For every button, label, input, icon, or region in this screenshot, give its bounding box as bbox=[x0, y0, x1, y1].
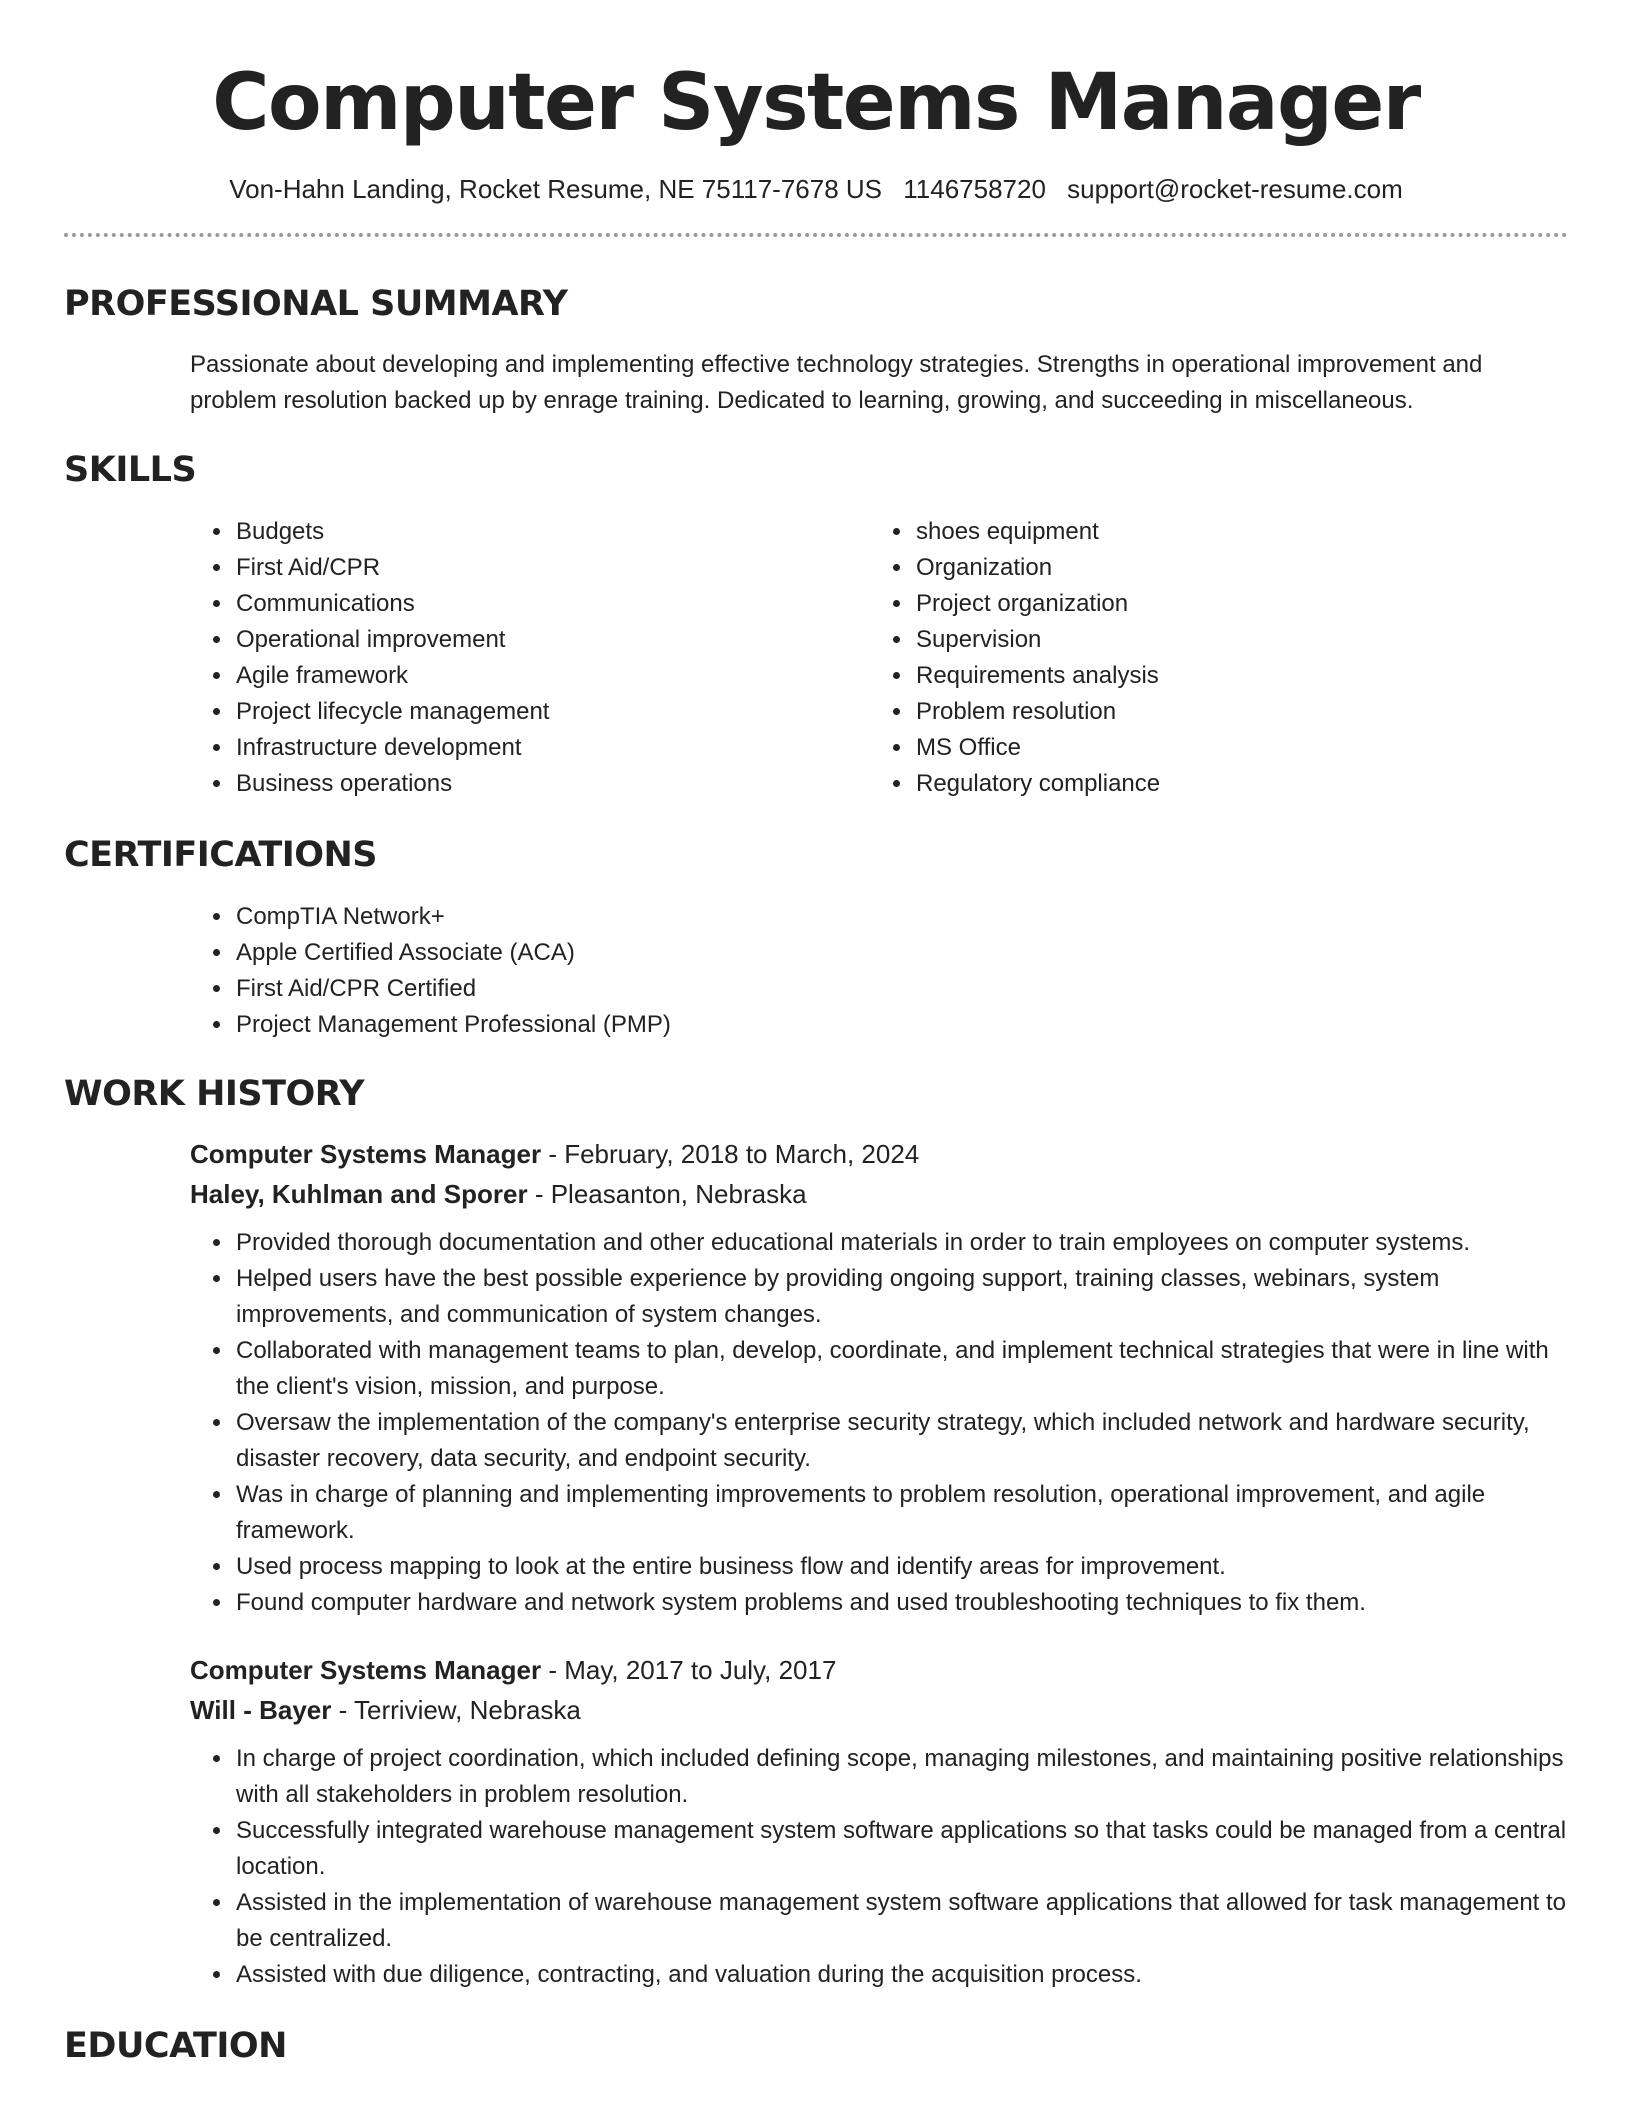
work-history-title: WORK HISTORY bbox=[64, 1074, 365, 1114]
job-bullet: • Was in charge of planning and implementing improvements to problem resolution, operational improvement, and agile framework. bbox=[234, 1477, 1568, 1549]
job-bullet: • Found computer hardware and network system problems and used troubleshooting techniques to fix them. bbox=[234, 1585, 1568, 1621]
job-bullets bbox=[64, 1741, 1568, 1993]
job-role: Computer Systems Manager bbox=[190, 1139, 542, 1169]
job-dates: - May, 2017 to July, 2017 bbox=[541, 1655, 837, 1685]
job-bullet: • Assisted in the implementation of warehouse management system software applications that allowed for task management to be centralized. bbox=[234, 1885, 1568, 1957]
job-role-line bbox=[190, 1134, 1568, 1174]
job-bullet: • Provided thorough documentation and other educational materials in order to train employees on computer systems. bbox=[234, 1225, 1568, 1261]
skills-left-column bbox=[64, 514, 744, 802]
certification-item: • Project Management Professional (PMP) bbox=[234, 1007, 1568, 1043]
skill-item: • Budgets bbox=[234, 514, 744, 550]
summary-text: Passionate about developing and implementing effective technology strategies. Strengths in operational improvement and problem resolution backed up by enrage training. Dedicated to learning, growing, and succeeding in miscellaneous. bbox=[190, 351, 1483, 414]
job-location: - Pleasanton, Nebraska bbox=[527, 1179, 807, 1209]
skill-item: • shoes equipment bbox=[914, 514, 1160, 550]
contact-line bbox=[64, 174, 1568, 205]
skill-item: • Operational improvement bbox=[234, 622, 744, 658]
job-entry bbox=[64, 1134, 1568, 1214]
job-entry bbox=[64, 1650, 1568, 1730]
job-bullet: • In charge of project coordination, which included defining scope, managing milestones, and maintaining positive relationships with all stakeholders in problem resolution. bbox=[234, 1741, 1568, 1813]
certifications-list bbox=[64, 899, 1568, 1043]
job-bullet: • Collaborated with management teams to plan, develop, coordinate, and implement technical strategies that were in line with the client's vision, mission, and purpose. bbox=[234, 1333, 1568, 1405]
contact-phone: 1146758720 bbox=[903, 174, 1046, 204]
skill-item: • Problem resolution bbox=[914, 694, 1160, 730]
job-location: - Terriview, Nebraska bbox=[331, 1695, 581, 1725]
job-bullet: • Successfully integrated warehouse management system software applications so that tasks could be managed from a central location. bbox=[234, 1813, 1568, 1885]
skill-item: • First Aid/CPR bbox=[234, 550, 744, 586]
job-bullet: • Assisted with due diligence, contracting, and valuation during the acquisition process. bbox=[234, 1957, 1568, 1993]
contact-address: Von-Hahn Landing, Rocket Resume, NE 75117-7678 US bbox=[229, 174, 883, 204]
job-role-line bbox=[190, 1650, 1568, 1690]
certifications-title: CERTIFICATIONS bbox=[64, 835, 378, 875]
skill-item: • Agile framework bbox=[234, 658, 744, 694]
skill-item: • Supervision bbox=[914, 622, 1160, 658]
job-role: Computer Systems Manager bbox=[190, 1655, 542, 1685]
skills-list bbox=[64, 514, 1568, 802]
skills-title: SKILLS bbox=[64, 450, 197, 490]
skill-item: • MS Office bbox=[914, 730, 1160, 766]
job-bullet: • Used process mapping to look at the entire business flow and identify areas for improvement. bbox=[234, 1549, 1568, 1585]
contact-email: support@rocket-resume.com bbox=[1067, 174, 1403, 204]
certification-item: • Apple Certified Associate (ACA) bbox=[234, 935, 1568, 971]
education-title: EDUCATION bbox=[64, 2026, 287, 2066]
job-dates: - February, 2018 to March, 2024 bbox=[541, 1139, 920, 1169]
summary-title: PROFESSIONAL SUMMARY bbox=[64, 284, 568, 324]
skill-item: • Business operations bbox=[234, 766, 744, 802]
job-company-line bbox=[190, 1690, 1568, 1730]
skill-item: • Organization bbox=[914, 550, 1160, 586]
job-company: Haley, Kuhlman and Sporer bbox=[190, 1179, 528, 1209]
header-divider bbox=[64, 233, 1568, 237]
skills-right-column bbox=[744, 514, 1160, 802]
certification-item: • CompTIA Network+ bbox=[234, 899, 1568, 935]
skill-item: • Infrastructure development bbox=[234, 730, 744, 766]
skill-item: • Regulatory compliance bbox=[914, 766, 1160, 802]
job-bullet: • Oversaw the implementation of the company's enterprise security strategy, which included network and hardware security, disaster recovery, data security, and endpoint security. bbox=[234, 1405, 1568, 1477]
job-company-line bbox=[190, 1174, 1568, 1214]
skill-item: • Communications bbox=[234, 586, 744, 622]
job-company: Will - Bayer bbox=[190, 1695, 332, 1725]
job-bullets bbox=[64, 1225, 1568, 1621]
resume-name: Computer Systems Manager bbox=[212, 58, 1420, 148]
skill-item: • Project lifecycle management bbox=[234, 694, 744, 730]
certification-item: • First Aid/CPR Certified bbox=[234, 971, 1568, 1007]
skill-item: • Requirements analysis bbox=[914, 658, 1160, 694]
skill-item: • Project organization bbox=[914, 586, 1160, 622]
job-bullet: • Helped users have the best possible experience by providing ongoing support, training classes, webinars, system improvements, and communication of system changes. bbox=[234, 1261, 1568, 1333]
